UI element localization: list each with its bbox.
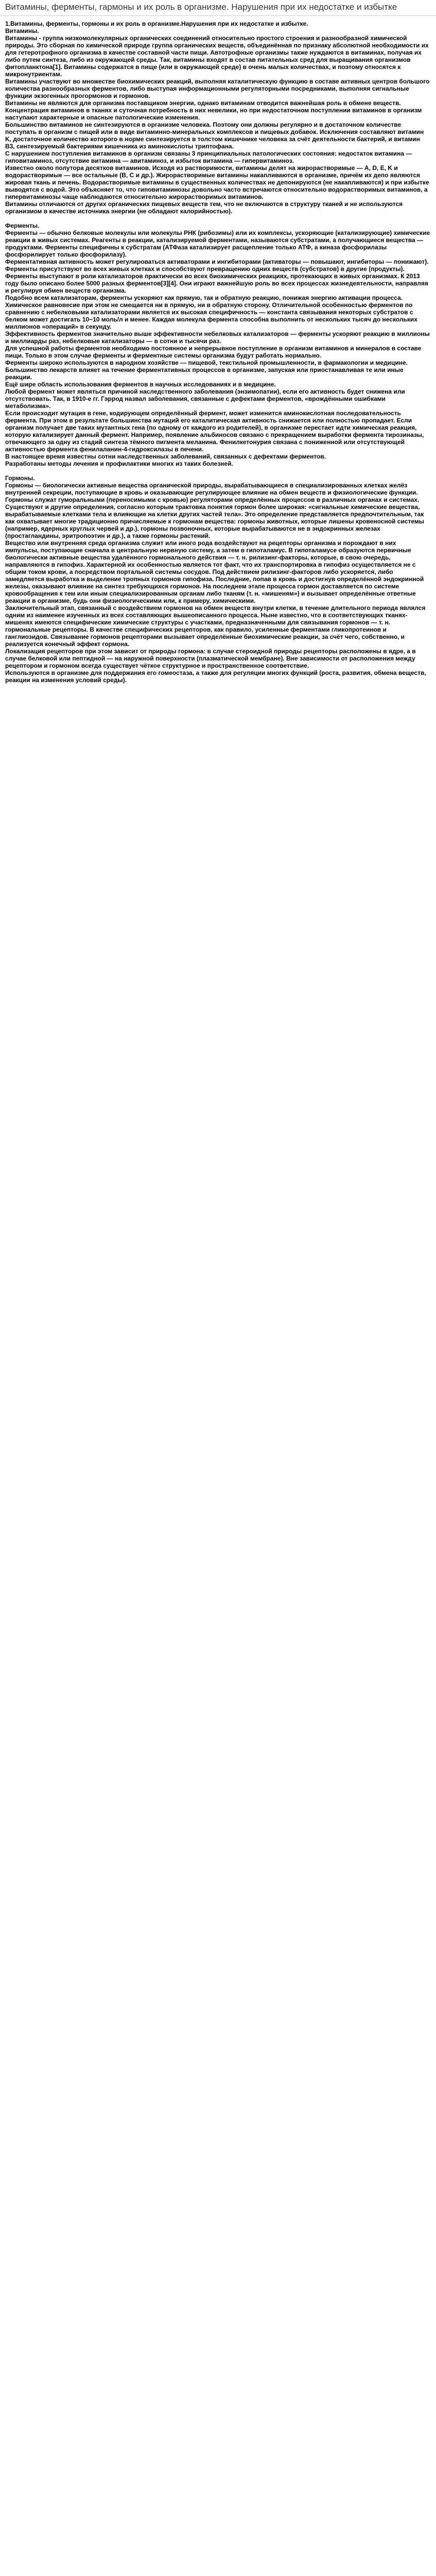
page-title: Витамины, ферменты, гармоны и их роль в организме. Нарушения при их недостатке и избытке [5,2,397,12]
document-page [0,0,436,689]
section-vitamins: 1.Витамины, ферменты, гормоны и их роль в организме.Нарушения при их недостатке и избытке. Витамины. Витамины - группа низкомолекулярных органических соединений относительно простого строения и разнообразной химической природы. Это сборная по химической природе группа органических веществ, объединённая по признаку абсолютной необходимости их для гетеротрофного организма в качестве составной части пищи. Автотрофные организмы также нуждаются в витаминах, получая их либо путем синтеза, либо из окружающей среды. Так, витамины входят в состав питательных сред для выращивания организмов фитопланктона[1]. Витамины содержатся в пище (или в окружающей среде) в очень малых количествах, и поэтому относятся к микронутриентам. Витамины участвуют во множестве биохимических реакций, выполняя каталитическую функцию в составе активных центров большого количества разнообразных ферментов, либо выступая информационными регуляторными посредниками, выполняя сигнальные функции экзогенных прогормонов и гормонов. Витамины не являются для организма поставщиком энергии, однако витаминам отводится важнейшая роль в обмене веществ. Концентрация витаминов в тканях и суточная потребность в них невелики, но при недостаточном поступлении витаминов в организм наступают характерные и опасные патологические изменения. Большинство витаминов не синтезируются в организме человека. Поэтому они должны регулярно и в достаточном количестве поступать в организм с пищей или в виде витаминно-минеральных комплексов и пищевых добавок. Исключения составляют витамин K, достаточное количество которого в норме синтезируется в толстом кишечнике человека за счёт деятельности бактерий, и витамин B3, синтезируемый бактериями кишечника из аминокислоты триптофана. С нарушением поступления витаминов в организм связаны 3 принципиальных патологических состояния: недостаток витамина — гиповитаминоз, отсутствие витамина — авитаминоз, и избыток витамина — гипервитаминоз. Известно около полутора десятков витаминов. Исходя из растворимости, витамины делят на жирорастворимые — A, D, E, K и водорастворимые — все остальные (B, C и др.). Жирорастворимые витамины накапливаются в организме, причём их депо являются жировая ткань и печень. Водорастворимые витамины в существенных количествах не депонируются (не накапливаются) и при избытке выводятся с водой. Это объясняет то, что гиповитаминозы довольно часто встречаются относительно водорастворимых витаминов, а гипервитаминозы чаще наблюдаются относительно жирорастворимых витаминов. Витамины отличаются от других органических пищевых веществ тем, что не включаются в структуру тканей и не используются организмом в качестве источника энергии (не обладают калорийностью). [5,20,430,215]
section-hormones: Гормоны. Гормоны — биологически активные вещества органической природы, вырабатывающиеся в специализированных клетках желёз внутренней секреции, поступающие в кровь и оказывающие регулирующее влияние на обмен веществ и физиологические функции. Гормоны служат гуморальными (переносимыми с кровью) регуляторами определённых процессов в различных органах и системах. Существуют и другие определения, согласно которым трактовка понятия гормон более широкая: «сигнальные химические вещества, вырабатываемые клетками тела и влияющие на клетки других частей тела». Это определение представляется предпочтительным, так как охватывает многие традиционно причисляемые к гормонам вещества: гормоны животных, которые лишены кровеносной системы (например, ядерных круглых червей и др.), гормоны позвоночных, которые вырабатываются не в эндокринных железах (простагландины, эритропоэтин и др.), а также гормоны растений. Вещество или внутренняя среда организма служит или иного рода воздействуют на рецепторы организма и порождают в них импульсы, поступающие сначала в центральную нервную систему, а затем в гипоталамус. В гипоталамусе образуются первичные биологически активные вещества удалённого гормонального действия — т. н. рилизинг-факторы, которые, в свою очередь, направляются в гипофиз. Характерной их особенностью является тот факт, что их транспортировка в гипофиз осуществляется не с общим током крови, а посредством портальной системы сосудов. Под действием рилизинг-факторов либо ускоряется, либо замедляется выработка и выделение тропных гормонов гипофиза. Последние, попав в кровь и достигнув определённой эндокринной железы, оказывают влияние на синтез требующихся гормонов. На последнем этапе процесса гормон доставляется по системе кровообращения к тем или иным специализированным органам либо тканям (т. н. «мишеням») и вызывает определённые ответные реакции в организме, будь они физиологическими или, к примеру, химическими. Заключительный этап, связанный с воздействием гормонов на обмен веществ внутри клетки, в течение длительного периода являлся одним из наименее изученных из всех составляющих вышеописанного процесса. Ныне известно, что в соответствующих тканях-мишенях имеются специфические химические структуры с участками, предназначенными для связывания гормонов — т. н. гормональные рецепторы. В качестве специфических рецепторов, как правило, усиленные ферментами гликопротеинов и ганглиозидов. Связывание гормонов рецепторами вызывает определённые биохимические реакции, за счёт чего, собственно, и реализуется конечный эффект гормона. Локализация рецепторов при этом зависит от природы гормона: в случае стероидной природы рецепторы расположены в ядре, а в случае белковой или пептидной — на наружной поверхности (плазматической мембране). Вне зависимости от расположения между рецептором и гормоном всегда существует чёткое структурное и пространственное соответствие. Используются в организме для поддержания его гомеостаза, а также для регуляции многих функций (роста, развития, обмена веществ, реакции на изменения условий среды). [5,474,426,684]
page-header [0,0,436,16]
section-enzymes: Ферменты. Ферменты — обычно белковые молекулы или молекулы РНК (рибозимы) или их комплексы, ускоряющие (катализирующие) химические реакции в живых системах. Реагенты в реакции, катализируемой ферментами, называются субстратами, а получающиеся вещества — продуктами. Ферменты специфичны к субстратам (АТФаза катализирует расщепление только АТФ, а киназа фосфорилазы фосфорилирует только фосфорилазу). Ферментативная активность может регулироваться активаторами и ингибиторами (активаторы — повышают, ингибиторы — понижают). Ферменты присутствуют во всех живых клетках и способствуют превращению одних веществ (субстратов) в другие (продукты). Ферменты выступают в роли катализаторов практически во всех биохимических реакциях, протекающих в живых организмах. К 2013 году было описано более 5000 разных ферментов[3][4]. Они играют важнейшую роль во всех процессах жизнедеятельности, направляя и регулируя обмен веществ организма. Подобно всем катализаторам, ферменты ускоряют как прямую, так и обратную реакцию, понижая энергию активации процесса. Химическое равновесие при этом не смещается ни в прямую, ни в обратную сторону. Отличительной особенностью ферментов по сравнению с небелковыми катализаторами является их высокая специфичность — константа связывания некоторых субстратов с белком может достигать 10−10 моль/л и менее. Каждая молекула фермента способна выполнить от нескольких тысяч до нескольких миллионов «операций» в секунду. Эффективность ферментов значительно выше эффективности небелковых катализаторов — ферменты ускоряют реакцию в миллионы и миллиарды раз, небелковые катализаторы — в сотни и тысячи раз. Для успешной работы ферментов необходимо постоянное и непрерывное поступление в организм витаминов и минералов в составе пищи. Только в этом случае ферменты и ферментные системы организма будут работать нормально. Ферменты широко используются в народном хозяйстве — пищевой, текстильной промышленности, в фармакологии и медицине. Большинство лекарств влияет на течение ферментативных процессов в организме, запуская или приостанавливая те или иные реакции. Ещё шире область использования ферментов в научных исследованиях и в медицине. Любой фермент может являться причиной наследственного заболевания (энзимопатии), если его активность будет снижена или отсутствовать. Так, в 1910-е гг. Гэррод назвал заболевания, связанные с дефектами ферментов, «врождёнными ошибками метаболизма». Если происходит мутация в гене, кодирующем определённый фермент, может изменится аминокислотная последовательность фермента. При этом в результате большинства мутаций его каталитическая активность снижается или полностью пропадает. Если организм получает две таких мутантных гена (по одному от каждого из родителей), в организме перестает идти химическая реакция, которую катализирует данный фермент. Например, появление альбиносов связано с прекращением выработки фермента тирозиназы, отвечающего за одну из стадий синтеза тёмного пигмента меланина. Фенилкетонурия связана с пониженной или отсутствующей активностью фермента фенилаланин-4-гидроксилазы в печени. В настоящее время известны сотни наследственных заболеваний, связанных с дефектами ферментов. Разработаны методы лечения и профилактики многих из таких болезней. [5,222,430,467]
article-body [0,16,436,689]
